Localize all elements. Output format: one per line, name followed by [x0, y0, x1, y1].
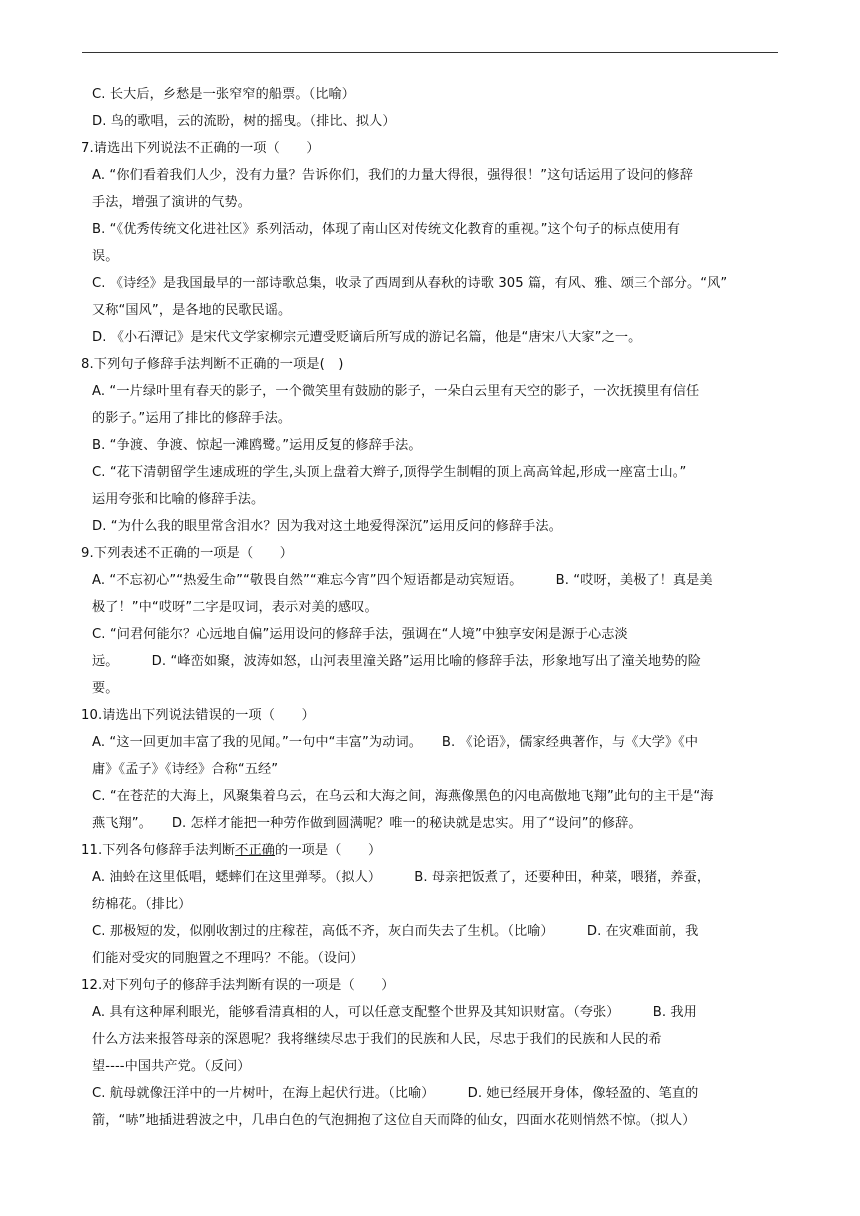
- question-10-stem: 10.请选出下列说法错误的一项（ ）: [81, 708, 315, 723]
- option-line: 又称“国风”，是各地的民歌民谣。: [92, 303, 292, 318]
- option-line: 极了！”中“哎呀”二字是叹词，表示对美的感叹。: [92, 600, 378, 615]
- question-7-stem: 7.请选出下列说法不正确的一项（ ）: [81, 141, 320, 156]
- option-line: 们能对受灾的同胞置之不理吗？不能。（设问）: [92, 951, 364, 966]
- option-line: 误。: [92, 249, 119, 264]
- option-line: C. “花下清朝留学生速成班的学生,头顶上盘着大辫子,顶得学生制帽的顶上高高耸起,形成一座富士山。”: [92, 465, 687, 480]
- option-line: C. 航母就像汪洋中的一片树叶，在海上起伏行进。（比喻） D. 她已经展开身体，像轻盈的、笔直的: [92, 1086, 699, 1101]
- question-8-stem: 8.下列句子修辞手法判断不正确的一项是( ): [81, 357, 344, 372]
- stem-text: 11.下列各句修辞手法判断: [81, 843, 236, 858]
- stem-text: 的一项是（ ）: [275, 843, 382, 858]
- header-rule: [82, 52, 778, 53]
- underlined-keyword: 不正确: [235, 843, 276, 858]
- option-line: C. 《诗经》是我国最早的一部诗歌总集，收录了西周到从春秋的诗歌 305 篇，有风、雅、颂三个部分。“风”: [92, 276, 728, 291]
- option-line: 纺棉花。（排比）: [92, 897, 192, 912]
- option-line: A. “你们看着我们人少，没有力量？告诉你们，我们的力量大得很，强得很！”这句话运用了设问的修辞: [92, 168, 693, 183]
- option-line: A. “这一回更加丰富了我的见闻。”一句中“丰富”为动词。 B. 《论语》，儒家经典著作，与《大学》《中: [92, 735, 699, 750]
- option-line: C. “问君何能尔？心远地自偏”运用设问的修辞手法，强调在“人境”中独享安闲是源于心志淡: [92, 627, 628, 642]
- option-line: D. “为什么我的眼里常含泪水？因为我对这土地爱得深沉”运用反问的修辞手法。: [92, 519, 562, 534]
- option-line: 运用夸张和比喻的修辞手法。: [92, 492, 265, 507]
- option-line: B. “《优秀传统文化进社区》系列活动，体现了南山区对传统文化教育的重视。”这个句子的标点使用有: [92, 222, 681, 237]
- option-line: 远。 D. “峰峦如聚，波涛如怒，山河表里潼关路”运用比喻的修辞手法，形象地写出了潼关地势的险: [92, 654, 701, 669]
- option-line: A. “不忘初心”“热爱生命”“敬畏自然”“难忘今宵”四个短语都是动宾短语。 B. “哎呀，美极了！真是美: [92, 573, 713, 588]
- option-line: C. “在苍茫的大海上，风聚集着乌云，在乌云和大海之间，海燕像黑色的闪电高傲地飞翔”此句的主干是“海: [92, 789, 714, 804]
- question-11-stem: [81, 842, 781, 860]
- option-line: C. 那极短的发，似刚收割过的庄稼茬，高低不齐，灰白而失去了生机。（比喻） D. 在灾难面前，我: [92, 924, 699, 939]
- option-line: 庸》《孟子》《诗经》合称“五经”: [92, 762, 279, 777]
- option-line: 的影子。”运用了排比的修辞手法。: [92, 411, 292, 426]
- option-line: 箭，“哧”地插进碧波之中，几串白色的气泡拥抱了这位自天而降的仙女，四面水花则悄然不惊。（拟人）: [92, 1113, 696, 1128]
- option-line: C. 长大后，乡愁是一张窄窄的船票。（比喻）: [92, 87, 356, 102]
- option-line: 什么方法来报答母亲的深恩呢？我将继续尽忠于我们的民族和人民，尽忠于我们的民族和人民的希: [92, 1032, 662, 1047]
- question-12-stem: 12.对下列句子的修辞手法判断有误的一项是（ ）: [81, 978, 395, 993]
- option-line: 要。: [92, 681, 119, 696]
- option-line: 望----中国共产党。（反问）: [92, 1059, 251, 1074]
- option-line: D. 鸟的歌唱，云的流盼，树的摇曳。（排比、拟人）: [92, 114, 396, 129]
- option-line: 燕飞翔”。 D. 怎样才能把一种劳作做到圆满呢？唯一的秘诀就是忠实。用了“设问”的修辞。: [92, 816, 642, 831]
- option-line: B. “争渡、争渡、惊起一滩鸥鹭。”运用反复的修辞手法。: [92, 438, 422, 453]
- option-line: 手法，增强了演讲的气势。: [92, 195, 251, 210]
- option-line: D. 《小石潭记》是宋代文学家柳宗元遭受贬谪后所写成的游记名篇，他是“唐宋八大家”之一。: [92, 330, 642, 345]
- question-9-stem: 9.下列表述不正确的一项是（ ）: [81, 546, 294, 561]
- option-line: A. “一片绿叶里有春天的影子，一个微笑里有鼓励的影子，一朵白云里有天空的影子，一次抚摸里有信任: [92, 384, 700, 399]
- option-line: A. 油蛉在这里低唱，蟋蟀们在这里弹琴。（拟人） B. 母亲把饭煮了，还要种田，种菜，喂猪，养蚕，: [92, 870, 711, 885]
- option-line: A. 具有这种犀利眼光，能够看清真相的人，可以任意支配整个世界及其知识财富。（夸张） B. 我用: [92, 1005, 697, 1020]
